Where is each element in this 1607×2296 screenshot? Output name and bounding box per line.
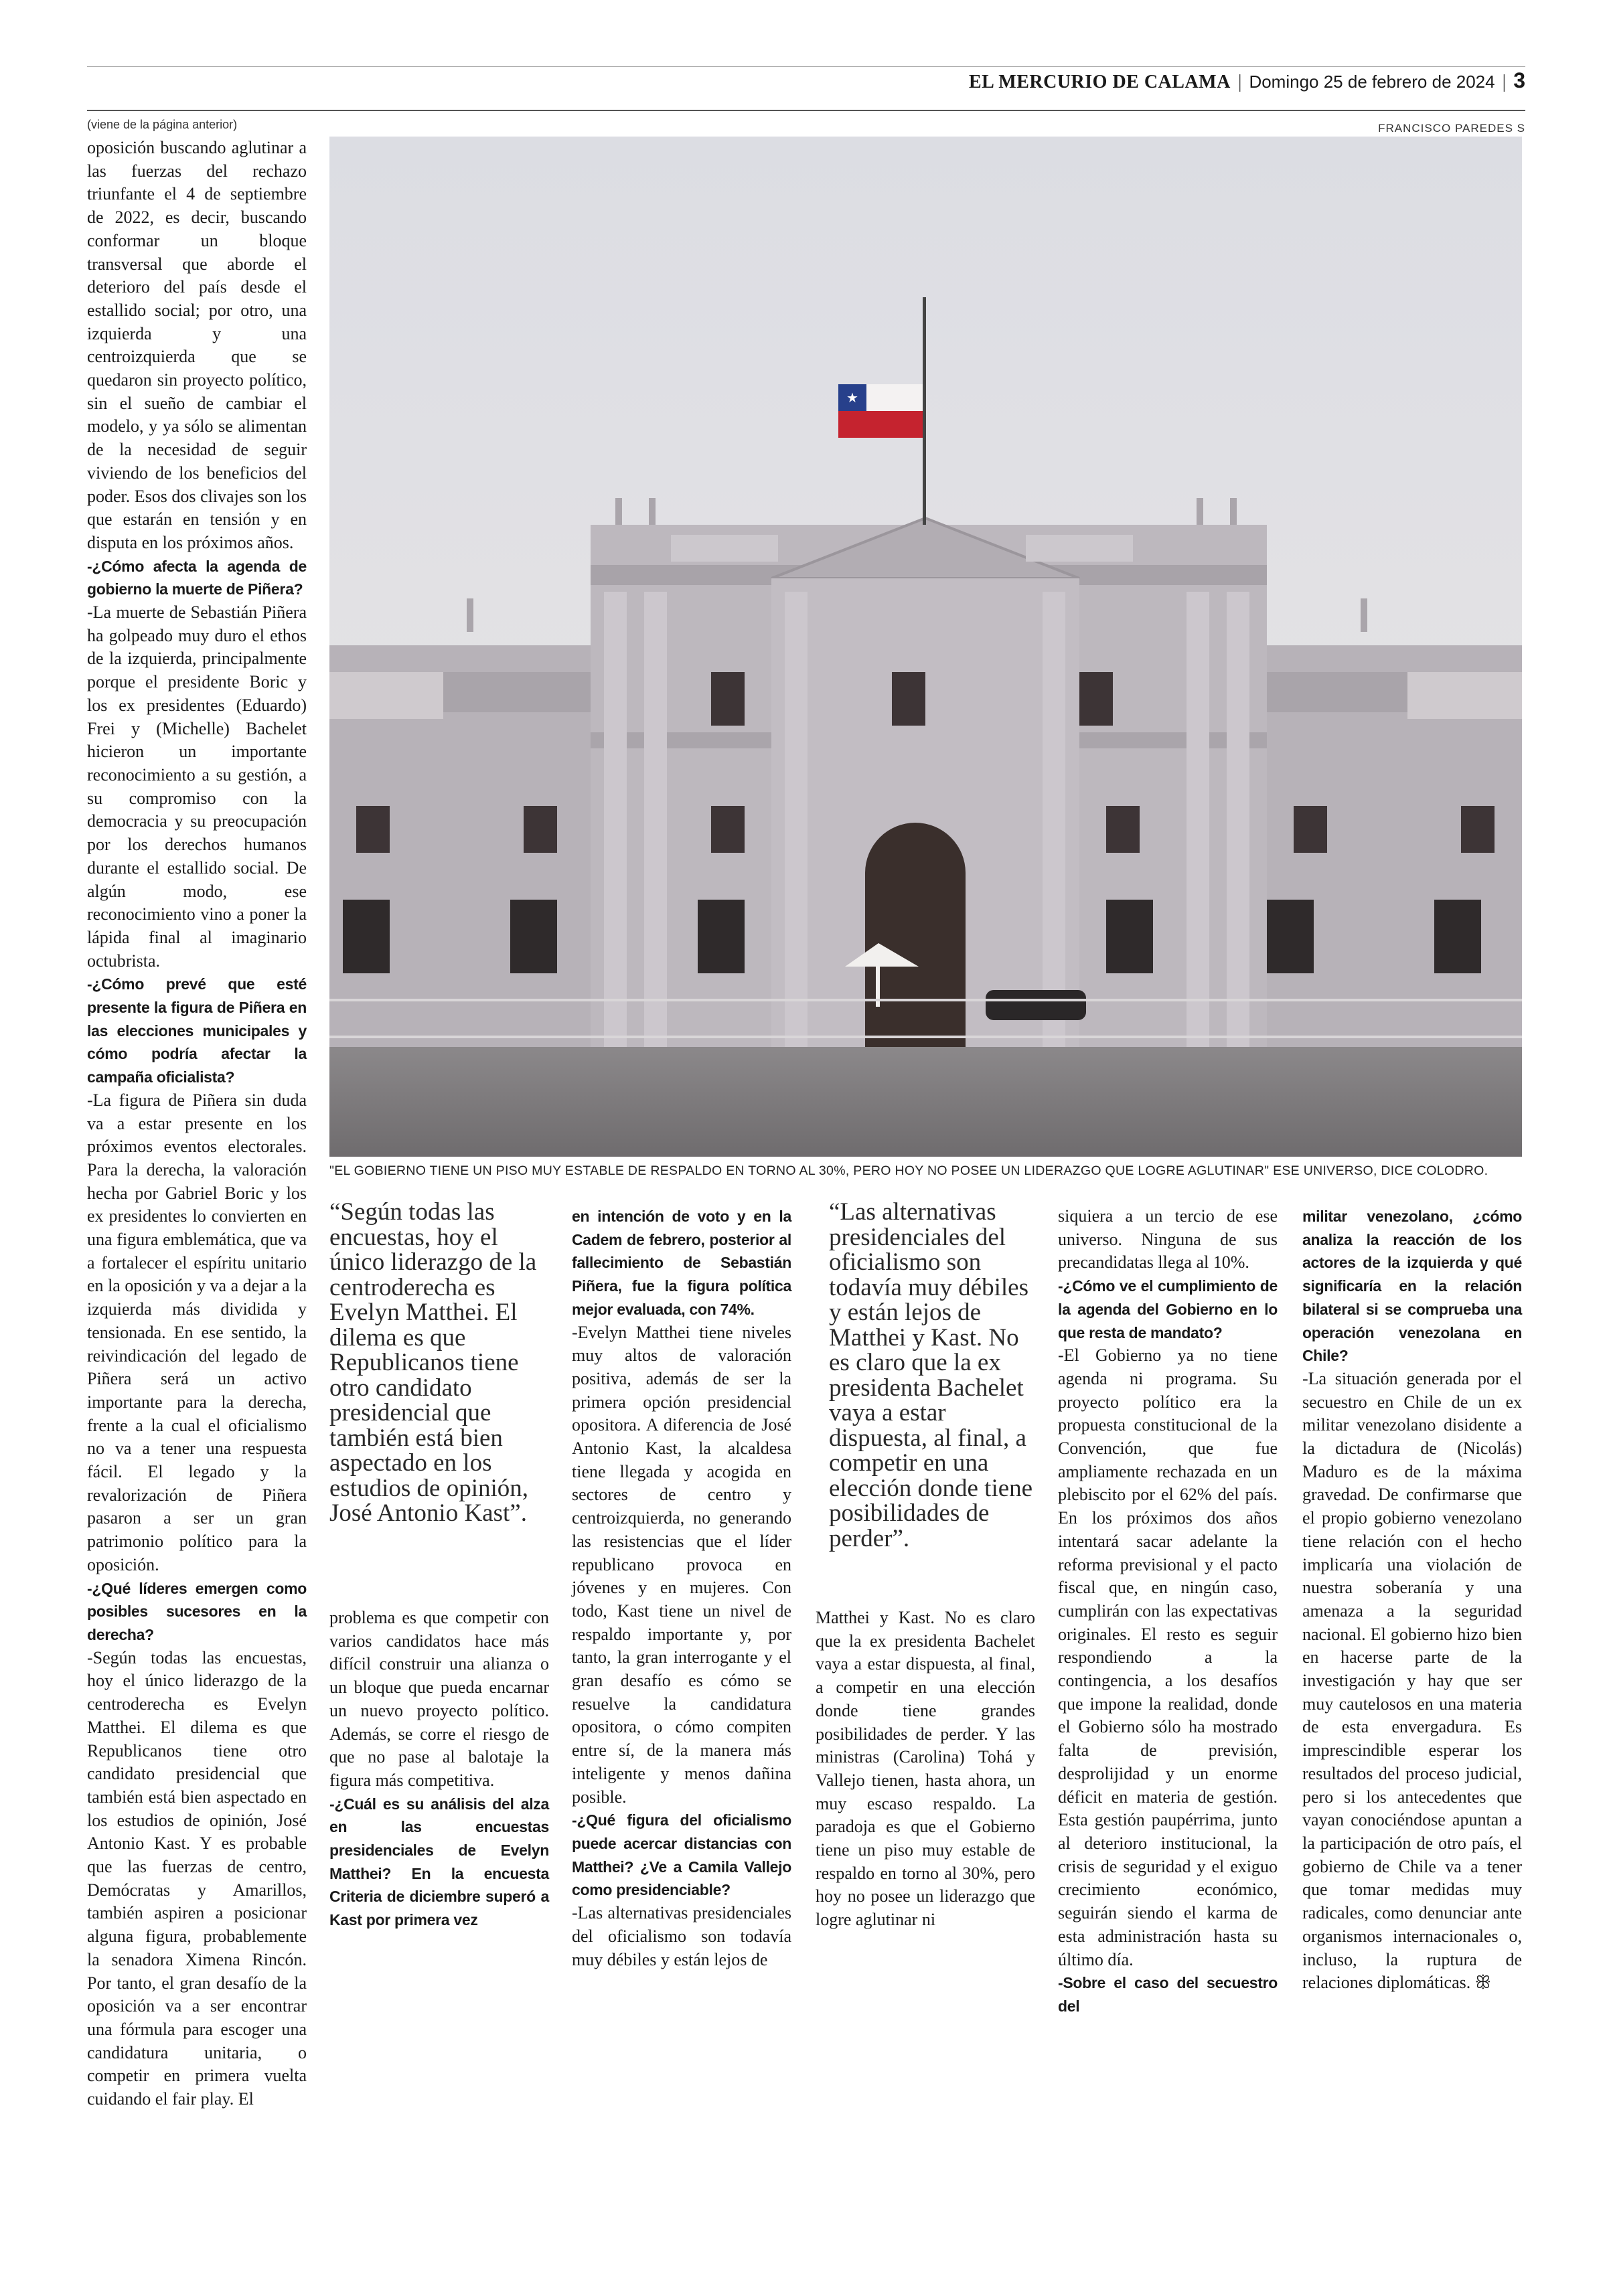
publication-name: EL MERCURIO DE CALAMA	[968, 72, 1231, 92]
article-column-3	[572, 1205, 791, 1971]
interview-question: -Sobre el caso del secuestro del	[1058, 1974, 1278, 2015]
paragraph: -Las alternativas presidenciales del oficialismo son todavía muy débiles y están lejos de	[572, 1903, 791, 1969]
article-column-4	[816, 1607, 1035, 1932]
paragraph: siquiera a un tercio de ese universo. Ninguna de sus precandidatas llega al 10%.	[1058, 1206, 1278, 1273]
paragraph: problema es que competir con varios candidatos hace más difícil construir una alianza o un bloque que pueda encarnar un nuevo proyecto político. Además, se corre el riesgo de que no pase al balotaje la figura más competitiva.	[329, 1608, 549, 1790]
interview-question: -¿Cómo prevé que esté presente la figura de Piñera en las elecciones municipales y cómo podría afectar la campaña oficialista?	[87, 975, 307, 1086]
article-column-5	[1058, 1205, 1278, 2018]
paragraph-text: -La situación generada por el secuestro en Chile de un ex militar venezolano disidente a la dictadura de (Nicolás) Maduro es de la máxima gravedad. De confirmarse que el propio gobierno venezolano tiene relación con el hecho implicaría una violación de nuestra soberanía y una amenaza a la seguridad nacional. El gobierno hizo bien en hacerse parte de la investigación y hay que ser muy cautelosos en una materia de esta envergadura. Es imprescindible esperar los resultados del proceso judicial, pero si los antecedentes que vayan conociéndose apuntan a la participación de otro país, el gobierno de Chile va a tener que tomar medidas muy radicales, como denunciar ante organismos internacionales o, incluso, la ruptura de relaciones diplomáticas.	[1302, 1368, 1522, 1993]
header-top-rule	[87, 66, 1525, 67]
publication-date: Domingo 25 de febrero de 2024	[1249, 72, 1495, 92]
page-header	[969, 68, 1525, 93]
article-column-1	[87, 137, 307, 2111]
paragraph: -Según todas las encuestas, hoy el único liderazgo de la centroderecha es Evelyn Matthei. El dilema es que Republicanos tiene otro candidato presidencial que también está bien aspectado en los estudios de opinión, José Antonio Kast. Y es probable que las fuerzas de centro, Demócratas y Amarillos, también aspiren a posicionar alguna figura, probablemente la senadora Ximena Rincón. Por tanto, el gran desafío de la oposición va a ser encontrar una fórmula para escoger una candidatura unitaria, o competir en primera vuelta cuidando el fair play. El	[87, 1647, 307, 2109]
la-moneda-photo	[329, 137, 1522, 1157]
pull-quote-2: “Las alternativas presidenciales del oficialismo son todavía muy débiles y están lejos de Matthei y Kast. No es claro que la ex presidenta Bachelet vaya a estar dispuesta, al final, a competir en una elección donde tiene posibilidades de perder”.	[829, 1198, 1033, 1552]
interview-question: -¿Qué figura del oficialismo puede acercar distancias con Matthei? ¿Ve a Camila Vallejo como presidenciable?	[572, 1811, 791, 1899]
paragraph: -La figura de Piñera sin duda va a estar presente en los próximos eventos electorales. Para la derecha, la valoración hecha por Gabriel Boric y los ex presidentes lo convierten en una figura emblemática, que va a fortalecer el espíritu unitario en la oposición y va a dejar a la izquierda más dividida y tensionada. En ese sentido, la reivindicación del legado de Piñera será un activo importante para la derecha, frente a la cual el oficialismo no va a tener una respuesta fácil. El legado y la revalorización de Piñera pasaron a ser un gran patrimonio político para la oposición.	[87, 1090, 307, 1574]
interview-question: -¿Cómo ve el cumplimiento de la agenda del Gobierno en lo que resta de mandato?	[1058, 1277, 1278, 1341]
photo-credit: FRANCISCO PAREDES S	[1378, 122, 1525, 135]
article-column-6	[1302, 1205, 1522, 1995]
svg-text:★: ★	[846, 390, 858, 406]
interview-question: en intención de voto y en la Cadem de febrero, posterior al fallecimiento de Sebastián Piñera, fue la figura política mejor evaluada, con 74%.	[572, 1208, 791, 1318]
paragraph: oposición buscando aglutinar a las fuerzas del rechazo triunfante el 4 de septiembre de 2022, es decir, buscando conformar un bloque transversal que aborde el deterioro del país desde el estallido social; por otro, una izquierda y una centroizquierda que se quedaron sin proyecto político, sin el sueño de cambiar el modelo, y ya sólo se alimentan de la necesidad de seguir viviendo de los beneficios del poder. Esos dos clivajes son los que estarán en tensión y en disputa en los próximos años.	[87, 138, 307, 552]
article-column-2	[329, 1607, 549, 1932]
pull-quote-1: “Según todas las encuestas, hoy el único liderazgo de la centroderecha es Evelyn Matthei. El dilema es que Republicanos tiene otro candidato presidencial que también está bien aspectado en los estudios de opinión, José Antonio Kast”.	[329, 1198, 537, 1527]
interview-question: -¿Cuál es su análisis del alza en las encuestas presidenciales de Evelyn Matthei? En la encuesta Criteria de diciembre superó a Kast por primera vez	[329, 1795, 549, 1929]
paragraph	[1302, 1368, 1522, 1995]
continued-note: (viene de la página anterior)	[87, 118, 238, 131]
header-separator: |	[1237, 72, 1242, 92]
paragraph: -Evelyn Matthei tiene niveles muy altos de valoración positiva, además de ser la primera opción presidencial opositora. A diferencia de José Antonio Kast, la alcaldesa tiene llegada y acogida en sectores de centro y centroizquierda, no generando las resistencias que el líder republicano provoca en jóvenes y en mujeres. Con todo, Kast tiene un nivel de respaldo importante y, por tanto, la gran interrogante y el gran desafío es cómo se resuelve la candidatura opositora, o cómo compiten entre sí, de la manera más inteligente y menos dañina posible.	[572, 1322, 791, 1807]
palace-illustration	[329, 137, 1522, 1157]
paragraph: Matthei y Kast. No es claro que la ex presidenta Bachelet vaya a estar dispuesta, al final, a competir en una elección donde tiene grandes posibilidades de perder. Y las ministras (Carolina) Tohá y Vallejo tienen, hasta ahora, un muy escaso respaldo. La paradoja es que el Gobierno tiene un piso muy estable de respaldo en torno al 30%, pero hoy no posee un liderazgo que logre aglutinar ni	[816, 1608, 1035, 1930]
photo-caption: "EL GOBIERNO TIENE UN PISO MUY ESTABLE DE RESPALDO EN TORNO AL 30%, PERO HOY NO POSEE UN LIDERAZGO QUE LOGRE AGLUTINAR" ESE UNIVERSO, DICE COLODRO.	[329, 1163, 1488, 1178]
interview-question: -¿Qué líderes emergen como posibles sucesores en la derecha?	[87, 1579, 307, 1643]
end-mark-icon: ꕥ	[1474, 1973, 1491, 1993]
paragraph: -El Gobierno ya no tiene agenda ni programa. Su proyecto político era la propuesta constitucional de la Convención, que fue ampliamente rechazada en un plebiscito por el 62% del país. En los próximos dos años intentará sacar adelante la reforma previsional y el pacto fiscal que, en ningún caso, cumplirán con las expectativas originales. El resto es seguir respondiendo a la contingencia, a los desafíos que impone la realidad, donde el Gobierno sólo ha mostrado falta de previsión, desprolijidad y un enorme déficit en materia de gestión. Esta gestión paupérrima, junto al deterioro institucional, la crisis de seguridad y el exiguo crecimiento económico, seguirán siendo el karma de esta administración hasta su último día.	[1058, 1345, 1278, 1969]
page-number: 3	[1513, 68, 1525, 92]
interview-question: -¿Cómo afecta la agenda de gobierno la muerte de Piñera?	[87, 557, 307, 598]
interview-question: militar venezolano, ¿cómo analiza la reacción de los actores de la izquierda y qué significaría en la relación bilateral si se comprueba una operación venezolana en Chile?	[1302, 1208, 1522, 1365]
header-separator: |	[1502, 72, 1507, 92]
header-bottom-rule	[87, 110, 1525, 111]
paragraph: -La muerte de Sebastián Piñera ha golpeado muy duro el ethos de la izquierda, principalmente porque el presidente Boric y los ex presidentes (Eduardo) Frei y (Michelle) Bachelet hicieron un importante reconocimiento a su gestión, a su compromiso con la democracia y su preocupación por los derechos humanos durante el estallido social. De algún modo, ese reconocimiento vino a poner la lápida final al imaginario octubrista.	[87, 602, 307, 971]
